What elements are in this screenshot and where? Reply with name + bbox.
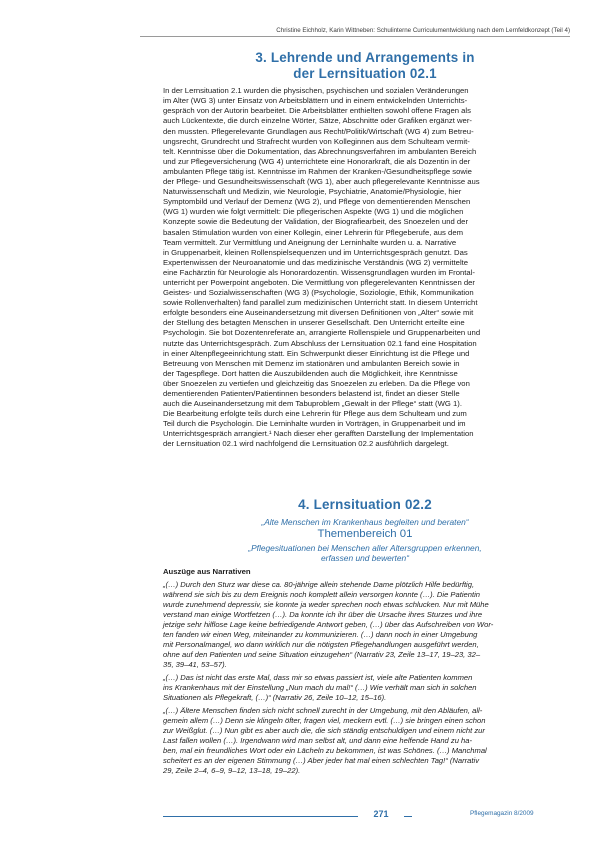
learning-situation-subtitle: „Alte Menschen im Krankenhaus begleiten und beraten“ <box>261 516 469 527</box>
body-line: in einer Altenpflegeeinrichtung statt. Ein Schwerpunkt dieser Einrichtung ist die Pflege und <box>163 348 470 358</box>
running-header: Christine Eichholz, Karin Wittneben: Schulinterne Curriculumentwicklung nach dem Lernfeldkonzept (Teil 4) <box>276 27 570 34</box>
body-line: erfolgte besonders eine Auseinandersetzung mit diversen Definitionen von „Alter“ sowie mit <box>163 308 474 318</box>
excerpt-heading: Auszüge aus Narrativen <box>163 566 251 576</box>
body-line: eine Fachärztin für Neurologie als Honorardozentin. Wissensgrundlagen wurden im Frontal- <box>163 267 475 277</box>
narrative-quote <box>163 580 567 670</box>
quote-line: wurde zunehmend depressiv, sie konnte ja weder sprechen noch etwas schlucken. Nur mit Mühe <box>163 599 489 609</box>
quote-line: 35, 39–41, 53–57). <box>163 659 227 669</box>
section-3-title <box>163 50 567 81</box>
body-line: In der Lernsituation 2.1 wurden die physischen, psychischen und sozialen Veränderungen <box>163 86 469 96</box>
footer-rule-right <box>404 816 412 817</box>
body-line: Team vermittelt. Zur Vermittlung und Aneignung der Lerninhalte wurden u. a. Narrative <box>163 237 457 247</box>
body-line: über Snoezelen zu vertiefen und gleichzeitig das Snoezelen zu erleben. Da die Pflege von <box>163 378 470 388</box>
section-3 <box>163 50 567 450</box>
body-line: Psychologin. Sie bot Dozentenreferate an, arrangierte Rollenspiele und Gruppenarbeiten und <box>163 328 481 338</box>
theme-heading: Themenbereich 01 <box>317 527 413 540</box>
quote-line: gemein allem (…) Denn sie klingeln öfter, fragen viel, meckern evtl. (…) sie bringen einen schon <box>163 715 486 725</box>
body-line: und zur Pflegeversicherung (WG 4) unterrichtete eine Honorarkraft, die als Dozentin in der <box>163 156 471 166</box>
body-line: Expertenwissen der Neuroanatomie und das medizinische Verständnis (WG 2) vermittelte <box>163 257 469 267</box>
page-number: 271 <box>373 809 389 819</box>
quote-line: während sie sich bis zu dem Ereignis noch komplett allein versorgen konnte (…). Die Patientin <box>163 589 480 599</box>
quote-line: mit Personalmangel, wo dann wirklich nur die nötigsten Pflegehandlungen ausgeführt werden, <box>163 639 479 649</box>
body-line: Teil durch die Psychologin. Die Lerninhalte wurden in Vorträgen, in Gruppenarbeit und im <box>163 419 466 429</box>
section-4 <box>163 497 567 776</box>
body-line: Unterrichtsgespräch arrangiert.¹ Nach dieser eher gerafften Darstellung der Implementation <box>163 429 474 439</box>
body-line: Geistes- und Sozialwissenschaften (WG 3) (Psychologie, Soziologie, Ethik, Kommunikation <box>163 288 474 298</box>
body-line: der Pflege- und Gesundheitswissenschaft (WG 1), aber auch pflegerelevante Kenntnisse aus <box>163 177 480 187</box>
quote-line: „(…) Ältere Menschen finden sich nicht schnell zurecht in der Umgebung, mit den Abläufen, all- <box>163 705 483 715</box>
body-line: sowie Rollenverhalten) fand parallel zum medizinischen Unterricht statt. In diesem Unterricht <box>163 298 478 308</box>
theme-title <box>163 543 567 564</box>
body-line: im Alter (WG 3) unter Einsatz von Arbeitsblättern und in einem entwickelnden Unterrichts- <box>163 96 468 106</box>
body-line: der Lernsituation 02.1 wird nachfolgend die Lernsituation 02.2 ausführlich dargelegt. <box>163 439 449 449</box>
body-line: Konzepte sowie die Bedeutung der Validation, der Biografiearbeit, des Snoezelen und der <box>163 217 469 227</box>
body-line: gespräch von der Autorin bearbeitet. Die Arbeitsblätter enthielten sowohl offene Fragen als <box>163 106 471 116</box>
section-3-title-line-2: der Lernsituation 02.1 <box>293 65 437 81</box>
quote-line: „(…) Das ist nicht das erste Mal, dass mir so etwas passiert ist, viele alte Patienten kommen <box>163 672 473 682</box>
body-line: unterricht per Powerpoint angeboten. Die Vermittlung von pflegerelevanten Kenntnissen der <box>163 277 475 287</box>
quote-line: zur Weißglut. (…) Nun gibt es aber auch die, die sich ständig entschuldigen und einem nicht zur <box>163 725 485 735</box>
section-4-title: 4. Lernsituation 02.2 <box>298 497 432 512</box>
body-line: Die Bearbeitung erfolgte teils durch eine Lehrerin für Pflege aus dem Schulteam und zum <box>163 409 467 419</box>
body-line: Betreuung von Menschen mit Demenz im stationären und ambulanten Bereich sowie in <box>163 358 460 368</box>
body-line: der Tagespflege. Dort hatten die Auszubildenden auch die Möglichkeit, ihre Kenntnisse <box>163 368 458 378</box>
body-line: Naturwissenschaft und Medizin, wie Neurologie, Psychiatrie, Anatomie/Physiologie, hier <box>163 187 462 197</box>
narrative-quotes <box>163 580 567 776</box>
journal-name: Pflegemagazin 8/2009 <box>470 810 534 817</box>
quote-line: ben, mal ein freundliches Wort oder ein Lächeln zu bekommen, ist was Schönes. (…) Manchmal <box>163 745 487 755</box>
body-line: dementierenden Patienten/Patientinnen besonders belastend ist, findet an dieser Stelle <box>163 389 460 398</box>
quote-line: verstand man einige Wortfetzen (…). Da konnte ich ihr über die Ursache ihres Sturzes und ihre <box>163 609 483 619</box>
section-3-body <box>163 86 567 449</box>
quote-line: Last fallen wollen (…). Irgendwann wird man selbst alt, und dann eine helfende Hand zu ha- <box>163 735 472 745</box>
narrative-quote <box>163 706 567 776</box>
body-line: nutzte das Unterrichtsgespräch. Zum Abschluss der Lernsituation 02.1 fand eine Hospitation <box>163 338 477 348</box>
body-line: den mussten. Pflegerelevante Grundlagen aus Recht/Politik/Wirtschaft (WG 4) zum Betreu- <box>163 126 474 136</box>
quote-line: „(…) Durch den Sturz war diese ca. 80-jährige allein stehende Dame plötzlich Hilfe bedürftig, <box>163 579 475 589</box>
quote-line: jetzige sehr hilflose Lage keine befriedigende Antwort geben, (…) über das Aufschreiben von Wor- <box>163 619 494 629</box>
quote-line: 29, Zeile 2–4, 6–9, 9–12, 13–18, 19–22). <box>163 765 301 775</box>
section-3-title-line-1: 3. Lehrende und Arrangements in <box>255 50 475 65</box>
body-line: basalen Stimulation wurden von einer Kollegin, einer Lehrerin für Pflegeberufe, aus dem <box>163 227 463 237</box>
body-line: auch Lückentexte, die durch einzelne Wörter, Sätze, Abschnitte oder Grafiken ergänzt wer- <box>163 116 472 126</box>
header-divider <box>140 36 570 37</box>
body-line: telt. Kenntnisse über die Dokumentation, das Abrechnungsverfahren im ambulanten Bereich <box>163 146 477 156</box>
footer-rule-left <box>163 816 358 817</box>
body-line: der Stellung des betagten Menschen in unserer Gesellschaft. Den Unterricht erteilte eine <box>163 318 465 328</box>
theme-title-line-1: „Pflegesituationen bei Menschen aller Altersgruppen erkennen, <box>248 542 482 553</box>
quote-line: ten fanden wir einen Weg, miteinander zu kommunizieren. (…) dann noch in einer Umgebung <box>163 629 478 639</box>
body-line: ambulanten Pflege tätig ist. Kenntnisse im Rahmen der Kranken-/Gesundheitspflege sowie <box>163 166 472 176</box>
body-line: auch die Auseinandersetzung mit dem Tabuproblem „Gewalt in der Pflege“ statt (WG 1). <box>163 399 462 409</box>
quote-line: ins Krankenhaus mit der Einstellung „Nun mach du mal!“ (…) Wie verhält man sich in solchen <box>163 682 477 692</box>
body-line: ungsrecht, Grundrecht und Strafrecht wurden von Kolleginnen aus dem Schulteam vermit- <box>163 136 470 146</box>
narrative-quote <box>163 673 567 703</box>
theme-title-line-2: erfassen und bewerten“ <box>321 553 409 564</box>
body-line: Symptombild und Verlauf der Demenz (WG 2), und Pflege von dementierenden Menschen <box>163 197 471 207</box>
quote-line: scheitert es an der eigenen Stimmung (…) Aber jeder hat mal einen schlechten Tag!“ (Narrativ <box>163 755 479 765</box>
quote-line: ohne auf den Patienten und seine Situation einzugehen“ (Narrativ 23, Zeile 13–17, 19–23, 32– <box>163 649 481 659</box>
body-line: in Gruppenarbeit, kleinen Rollenspielsequenzen und im Unterrichtsgespräch genutzt. Das <box>163 247 468 257</box>
body-line: (WG 1) wurden wie folgt vermittelt: Die pflegerischen Aspekte (WG 1) und die möglichen <box>163 207 464 217</box>
quote-line: Situationen als Pflegekraft, (…)“ (Narrativ 26, Zeile 10–12, 15–16). <box>163 692 387 702</box>
